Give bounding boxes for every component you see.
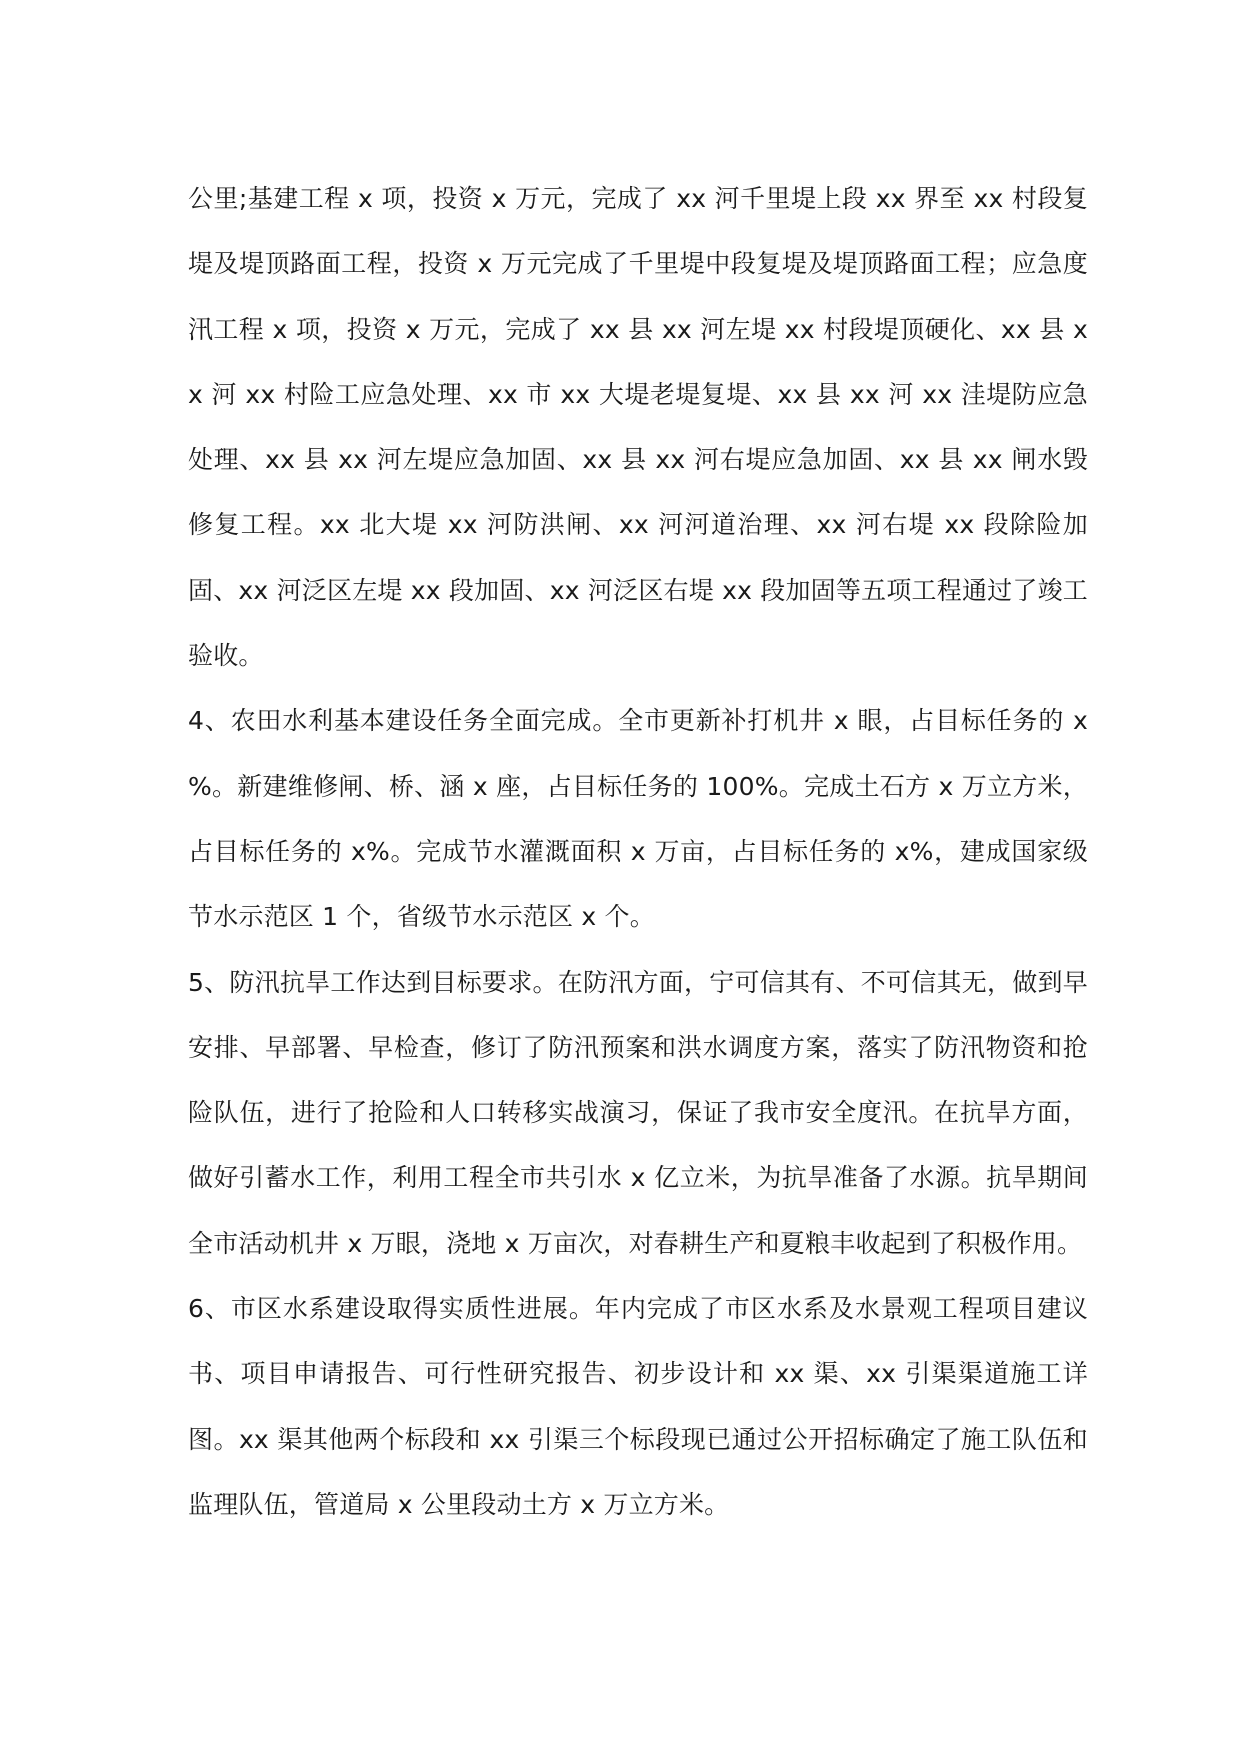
paragraph-item-4: 4、农田水利基本建设任务全面完成。全市更新补打机井 x 眼，占目标任务的 x %。新建维修闸、桥、涵 x 座，占目标任务的 100%。完成土石方 x 万立方米，占目标任务的 x%。完成节水灌溉面积 x 万亩，占目标任务的 x%，建成国家级节水示范区 1 个，省级节水示范区 x 个。 [188, 706, 1088, 932]
paragraph-item-6: 6、市区水系建设取得实质性进展。年内完成了市区水系及水景观工程项目建议书、项目申请报告、可行性研究报告、初步设计和 xx 渠、xx 引渠渠道施工详图。xx 渠其他两个标段和 xx 引渠三个标段现已通过公开招标确定了施工队伍和监理队伍，管道局 x 公里段动土方 x 万立方米。 [188, 1294, 1088, 1519]
document-body [188, 166, 1088, 1537]
paragraph-continuation: 公里;基建工程 x 项，投资 x 万元，完成了 xx 河千里堤上段 xx 界至 xx 村段复堤及堤顶路面工程，投资 x 万元完成了千里堤中段复堤及堤顶路面工程；应急度汛工程 x 项，投资 x 万元，完成了 xx 县 xx 河左堤 xx 村段堤顶硬化、xx 县 xx 河 xx 村险工应急处理、xx 市 xx 大堤老堤复堤、xx 县 xx 河 xx 洼堤防应急处理、xx 县 xx 河左堤应急加固、xx 县 xx 河右堤应急加固、xx 县 xx 闸水毁修复工程。xx 北大堤 xx 河防洪闸、xx 河河道治理、xx 河右堤 xx 段除险加固、xx 河泛区左堤 xx 段加固、xx 河泛区右堤 xx 段加固等五项工程通过了竣工验收。 [188, 184, 1088, 671]
paragraph-item-5: 5、防汛抗旱工作达到目标要求。在防汛方面，宁可信其有、不可信其无，做到早安排、早部署、早检查，修订了防汛预案和洪水调度方案，落实了防汛物资和抢险队伍，进行了抢险和人口转移实战演习，保证了我市安全度汛。在抗旱方面，做好引蓄水工作，利用工程全市共引水 x 亿立米，为抗旱准备了水源。抗旱期间全市活动机井 x 万眼，浇地 x 万亩次，对春耕生产和夏粮丰收起到了积极作用。 [188, 967, 1088, 1258]
